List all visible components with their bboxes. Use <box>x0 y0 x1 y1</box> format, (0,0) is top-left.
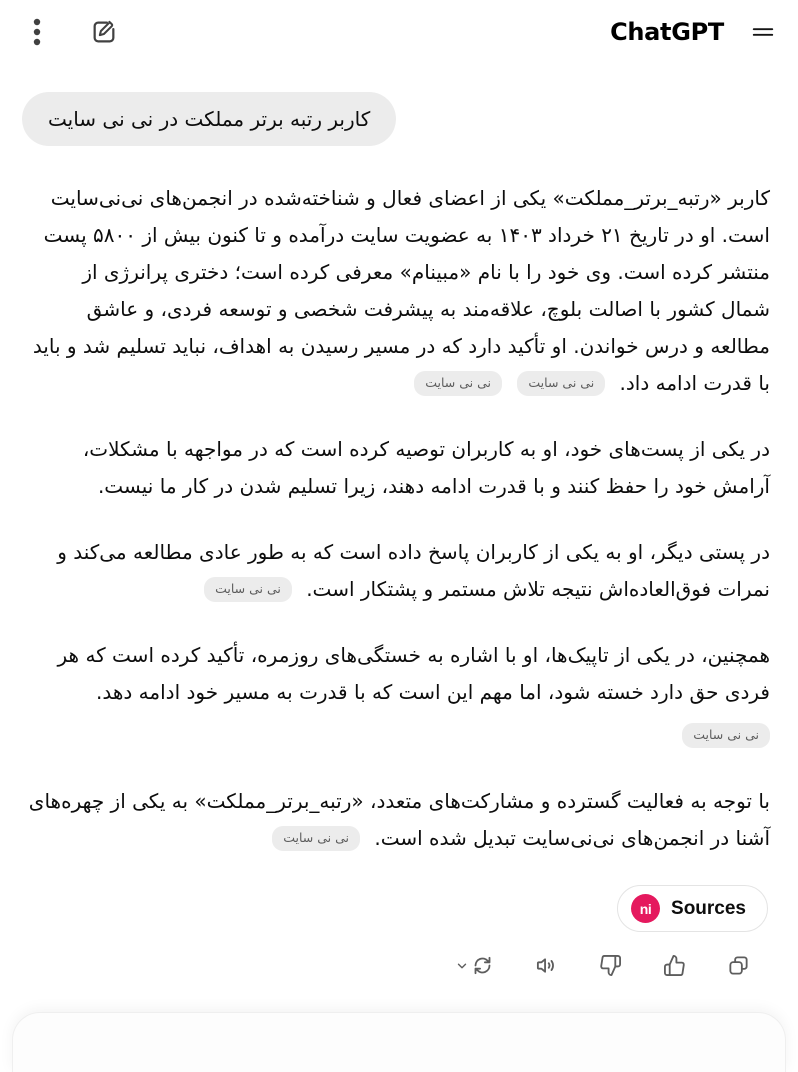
new-chat-button[interactable] <box>90 18 118 46</box>
paragraph-text: در یکی از پست‌های خود، او به کاربران توصیه کرده است که در مواجهه با مشکلات، آرامش خود را حفظ کنند و با قدرت ادامه دهند، زیرا تسلیم شدن در کار ما نیست. <box>82 437 770 498</box>
kebab-menu-icon <box>26 17 48 47</box>
paragraph-text: در پستی دیگر، او به یکی از کاربران پاسخ داده است که به طور عادی مطالعه می‌کند و نمرات فوق‌العاده‌اش نتیجه تلاش مستمر و پشتکار است. <box>57 540 770 601</box>
top-bar <box>0 0 798 64</box>
thumbs-up-button[interactable] <box>663 954 686 977</box>
thumbs-down-button[interactable] <box>599 954 622 977</box>
read-aloud-button[interactable] <box>535 954 558 977</box>
two-line-menu-icon <box>750 19 776 45</box>
citation-chip[interactable]: نی نی سایت <box>517 371 605 396</box>
citation-chip[interactable]: نی نی سایت <box>272 826 360 851</box>
response-toolbar <box>0 954 798 977</box>
sources-label: Sources <box>671 897 746 919</box>
thumbs-down-icon <box>599 954 622 977</box>
sources-button[interactable] <box>617 885 768 932</box>
paragraph-text: همچنین، در یکی از تاپیک‌ها، او با اشاره به خستگی‌های روزمره، تأکید کرده است که هر فردی حق دارد خسته شود، اما مهم این است که با قدرت به مسیر خود ادامه دهد. <box>57 643 770 704</box>
assistant-paragraph <box>28 637 770 754</box>
ninisite-favicon: ni <box>631 894 660 923</box>
chevron-down-icon <box>455 959 469 973</box>
paragraph-text: با توجه به فعالیت گسترده و مشارکت‌های متعدد، «رتبه_برتر_مملکت» به یکی از چهره‌های آشنا در انجمن‌های نی‌نی‌سایت تبدیل شده است. <box>28 789 770 850</box>
copy-icon <box>727 954 750 977</box>
message-input-bar[interactable] <box>12 1012 786 1072</box>
copy-button[interactable] <box>727 954 750 977</box>
assistant-message <box>0 180 798 857</box>
speaker-icon <box>535 954 558 977</box>
assistant-paragraph <box>28 783 770 857</box>
citation-chip[interactable]: نی نی سایت <box>204 577 292 602</box>
assistant-paragraph <box>28 534 770 608</box>
thumbs-up-icon <box>663 954 686 977</box>
assistant-paragraph <box>28 180 770 402</box>
citation-chip[interactable]: نی نی سایت <box>414 371 502 396</box>
kebab-menu-button[interactable] <box>26 17 48 47</box>
citation-chip[interactable]: نی نی سایت <box>682 723 770 748</box>
paragraph-text: کاربر «رتبه_برتر_مملکت» یکی از اعضای فعال و شناخته‌شده در انجمن‌های نی‌نی‌سایت است. او در تاریخ ۲۱ خرداد ۱۴۰۳ به عضویت سایت درآمده و تا کنون بیش از ۵۸۰۰ پست منتشر کرده است. وی خود را با نام «مبینام» معرفی کرده است؛ دختری پرانرژی از شمال کشور با اصالت بلوچ، علاقه‌مند به پیشرفت شخصی و توسعه فردی، و عاشق مطالعه و درس خواندن. او تأکید دارد که در مسیر رسیدن به اهداف، نباید تسلیم شد و باید با قدرت ادامه داد. <box>32 186 770 395</box>
regenerate-icon <box>471 954 494 977</box>
assistant-paragraph <box>28 431 770 505</box>
regenerate-button[interactable] <box>455 954 494 977</box>
compose-icon <box>90 18 118 46</box>
app-title: ChatGPT <box>610 18 724 46</box>
user-message-bubble[interactable]: کاربر رتبه برتر مملکت در نی نی سایت <box>22 92 396 146</box>
conversation-menu-button[interactable] <box>750 19 776 45</box>
